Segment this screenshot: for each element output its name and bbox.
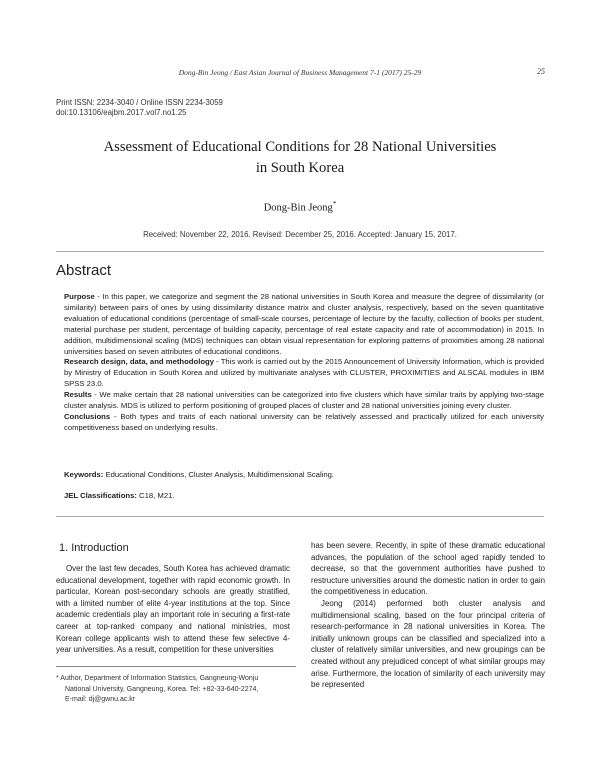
results-text: - We make certain that 28 national universities can be categorized into five clusters which have similar traits by applying two-stage cluster analysis. MDS is utilized to perform positioning of grouped places of cluster and 28 national universities joining every cluster. [64, 390, 544, 411]
results-label: Results [64, 390, 92, 400]
abstract-method [64, 357, 544, 390]
jel-label: JEL Classifications: [64, 491, 137, 500]
author-name: Dong-Bin Jeong [263, 202, 333, 214]
title-line-2: in South Korea [255, 160, 345, 176]
jel-line [64, 491, 544, 502]
abstract-conclusions [64, 412, 544, 434]
author-line [60, 200, 540, 214]
footnote-text-1: Author, Department of Information Statistics, Gangneung-Wonju [60, 675, 259, 682]
conclusions-label: Conclusions [64, 411, 111, 421]
method-label: Research design, data, and methodology [64, 357, 215, 367]
footnote-mark: * [56, 675, 59, 682]
page-number: 25 [537, 67, 545, 76]
keywords-label: Keywords: [64, 470, 104, 479]
footnote-divider [56, 666, 296, 667]
purpose-label: Purpose [64, 292, 95, 301]
intro-paragraph-3: Jeong (2014) performed both cluster analysis and multidimensional scaling, based on the four principal criteria of research-performance in 28 national universities in Korea. The initially unknown groups can be classified and specialized into a cluster of relatively similar universities, and new groupings can be created without any prejudiced concept of what similar groups may arise. Furthermore, the location of similarity of each university may be represented [311, 598, 545, 690]
abstract-results [64, 390, 544, 412]
abstract-heading: Abstract [56, 262, 112, 279]
purpose-text: - In this paper, we categorize and segment the 28 national universities in South Korea and measure the degree of dissimilarity (or similarity) between pairs of ones by using dissimilarity distance matrix and cluster analysis, respectively, based on the seven quantitative evaluation of educational conditions (percentage of small-scale courses, percentage of lecture by the faculty, collection of books per student, material purchase per student, percentage of building capacity, percentage of real estate capacity and rate of accommodation) in 2015. In addition, multidimensional scaling (MDS) techniques can obtain visual representation for exploring patterns of proximities among 28 national universities based on seven attributes of educational conditions. [64, 292, 544, 356]
author-footnote [56, 674, 296, 706]
paper-title [60, 137, 540, 179]
section-heading-introduction: 1. Introduction [59, 542, 129, 554]
keywords-text: Educational Conditions, Cluster Analysis, Multidimensional Scaling. [103, 470, 335, 479]
divider-top [56, 251, 544, 252]
intro-paragraph-1: Over the last few decades, South Korea has achieved dramatic educational development, together with rapid economic growth. In particular, Korean post-secondary schools are greatly stratified, with a limited number of elite 4-year institutions at the top. Since academic credentials play an important role in securing a first-rate career at top-ranked company and national ministries, most Korean college applicants wish to attend these few selective 4-year universities. As a result, competition for these universities [56, 564, 290, 655]
abstract-purpose [64, 292, 544, 357]
footnote-line-3: E-mail: dj@gwnu.ac.kr [65, 696, 136, 703]
intro-paragraph-2: has been severe. Recently, in spite of these dramatic educational advances, the population of the school aged rapidly tended to decrease, so that the government authorities have pushed to restructure universities around the domestic nation in order to gain the competitiveness in education. [311, 541, 545, 597]
conclusions-text: - Both types and traits of each national university can be relatively assessed and practically utilized for each university competitiveness based on underlying results. [64, 411, 544, 432]
left-column [56, 563, 290, 656]
doi-line: doi:10.13106/eajbm.2017.vol7.no1.25 [56, 108, 187, 117]
running-head: Dong-Bin Jeong / East Asian Journal of Business Management 7-1 (2017) 25-29 [178, 68, 422, 77]
issn-line: Print ISSN: 2234-3040 / Online ISSN 2234-3059 [56, 98, 223, 107]
method-text: - This work is carried out by the 2015 Announcement of University Information, which is provided by Ministry of Education in South Korea and utilized by multivariate analyses with CLUSTER, PROXIMITIES and ALSCAL modules in IBM SPSS 23.0. [64, 357, 545, 389]
keywords-line [64, 470, 544, 481]
jel-text: C18, M21. [136, 491, 175, 500]
author-mark: * [332, 200, 337, 208]
issn-block [56, 98, 223, 118]
title-line-1: Assessment of Educational Conditions for 28 National Universities [103, 139, 497, 155]
divider-bottom [56, 516, 544, 517]
footnote-line-2: National University, Gangneung, Korea. Tel: +82-33-640-2274, [65, 685, 259, 693]
abstract-body [64, 292, 544, 434]
right-column [311, 540, 545, 691]
footnote-line-1 [56, 674, 296, 685]
submission-dates: Received: November 22, 2016. Revised: December 25, 2016. Accepted: January 15, 2017. [143, 230, 457, 239]
